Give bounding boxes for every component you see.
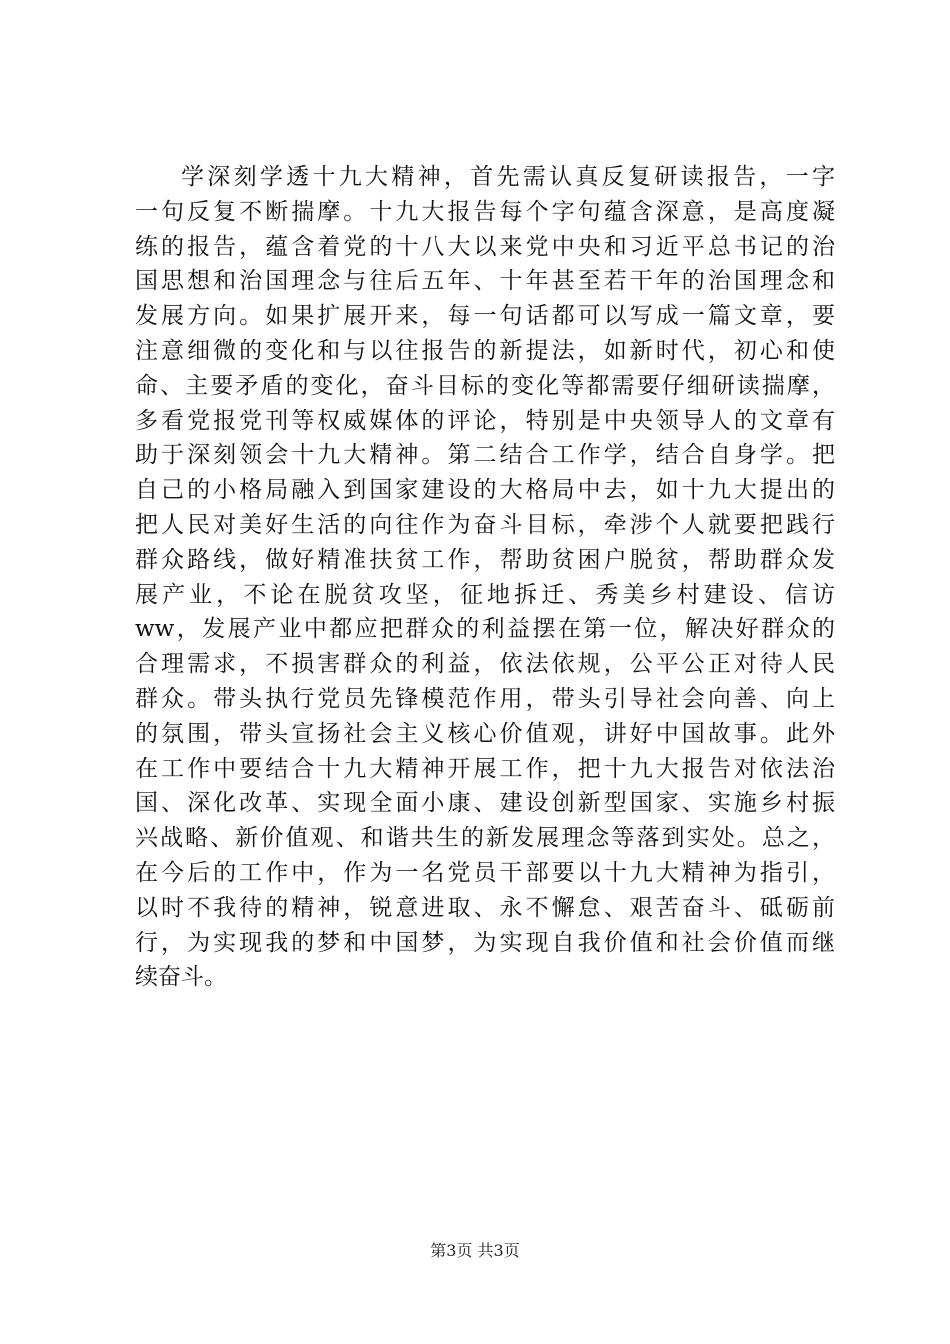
paragraph-line: 把人民对美好生活的向往作为奋斗目标，牵涉个人就要把践行 [135,511,835,538]
paragraph-line: 助于深刻领会十九大精神。第二结合工作学，结合自身学。把 [135,442,835,469]
paragraph-line: 多看党报党刊等权威媒体的评论，特别是中央领导人的文章有 [135,407,835,434]
paragraph-line: 兴战略、新价值观、和谐共生的新发展理念等落到实处。总之， [135,825,835,852]
paragraph-line: 发展方向。如果扩展开来，每一句话都可以写成一篇文章，要 [135,303,835,330]
paragraph-line: 自己的小格局融入到国家建设的大格局中去，如十九大提出的 [135,477,835,504]
paragraph-line: 以时不我待的精神，锐意进取、永不懈怠、艰苦奋斗、砥砺前 [135,894,835,921]
paragraph-line: 命、主要矛盾的变化，奋斗目标的变化等都需要仔细研读揣摩， [135,372,835,399]
paragraph-line: 在今后的工作中，作为一名党员干部要以十九大精神为指引， [135,859,835,886]
paragraph-line: 群众。带头执行党员先锋模范作用，带头引导社会向善、向上 [135,685,835,712]
paragraph-line: 的氛围，带头宣扬社会主义核心价值观，讲好中国故事。此外 [135,720,835,747]
paragraph-line: 国、深化改革、实现全面小康、建设创新型国家、实施乡村振 [135,790,835,817]
paragraph-line: 展产业，不论在脱贫攻坚，征地拆迁、秀美乡村建设、信访 [135,581,835,608]
page-number-footer: 第3页 共3页 [430,1241,520,1260]
paragraph-line: ww，发展产业中都应把群众的利益摆在第一位，解决好群众的 [135,616,835,643]
paragraph-line: 在工作中要结合十九大精神开展工作，把十九大报告对依法治 [135,755,835,782]
paragraph-line: 国思想和治国理念与往后五年、十年甚至若干年的治国理念和 [135,268,835,295]
paragraph-line: 合理需求，不损害群众的利益，依法依规，公平公正对待人民 [135,651,835,678]
paragraph-line: 续奋斗。 [135,964,227,991]
paragraph-line: 练的报告，蕴含着党的十八大以来党中央和习近平总书记的治 [135,233,835,260]
paragraph-line: 行，为实现我的梦和中国梦，为实现自我价值和社会价值而继 [135,929,835,956]
paragraph-line: 一句反复不断揣摩。十九大报告每个字句蕴含深意，是高度凝 [135,198,835,225]
body-paragraph [135,160,835,995]
paragraph-line: 学深刻学透十九大精神，首先需认真反复研读报告，一字 [181,164,835,190]
paragraph-line: 注意细微的变化和与以往报告的新提法，如新时代，初心和使 [135,337,835,364]
paragraph-line: 群众路线，做好精准扶贫工作，帮助贫困户脱贫，帮助群众发 [135,546,835,573]
